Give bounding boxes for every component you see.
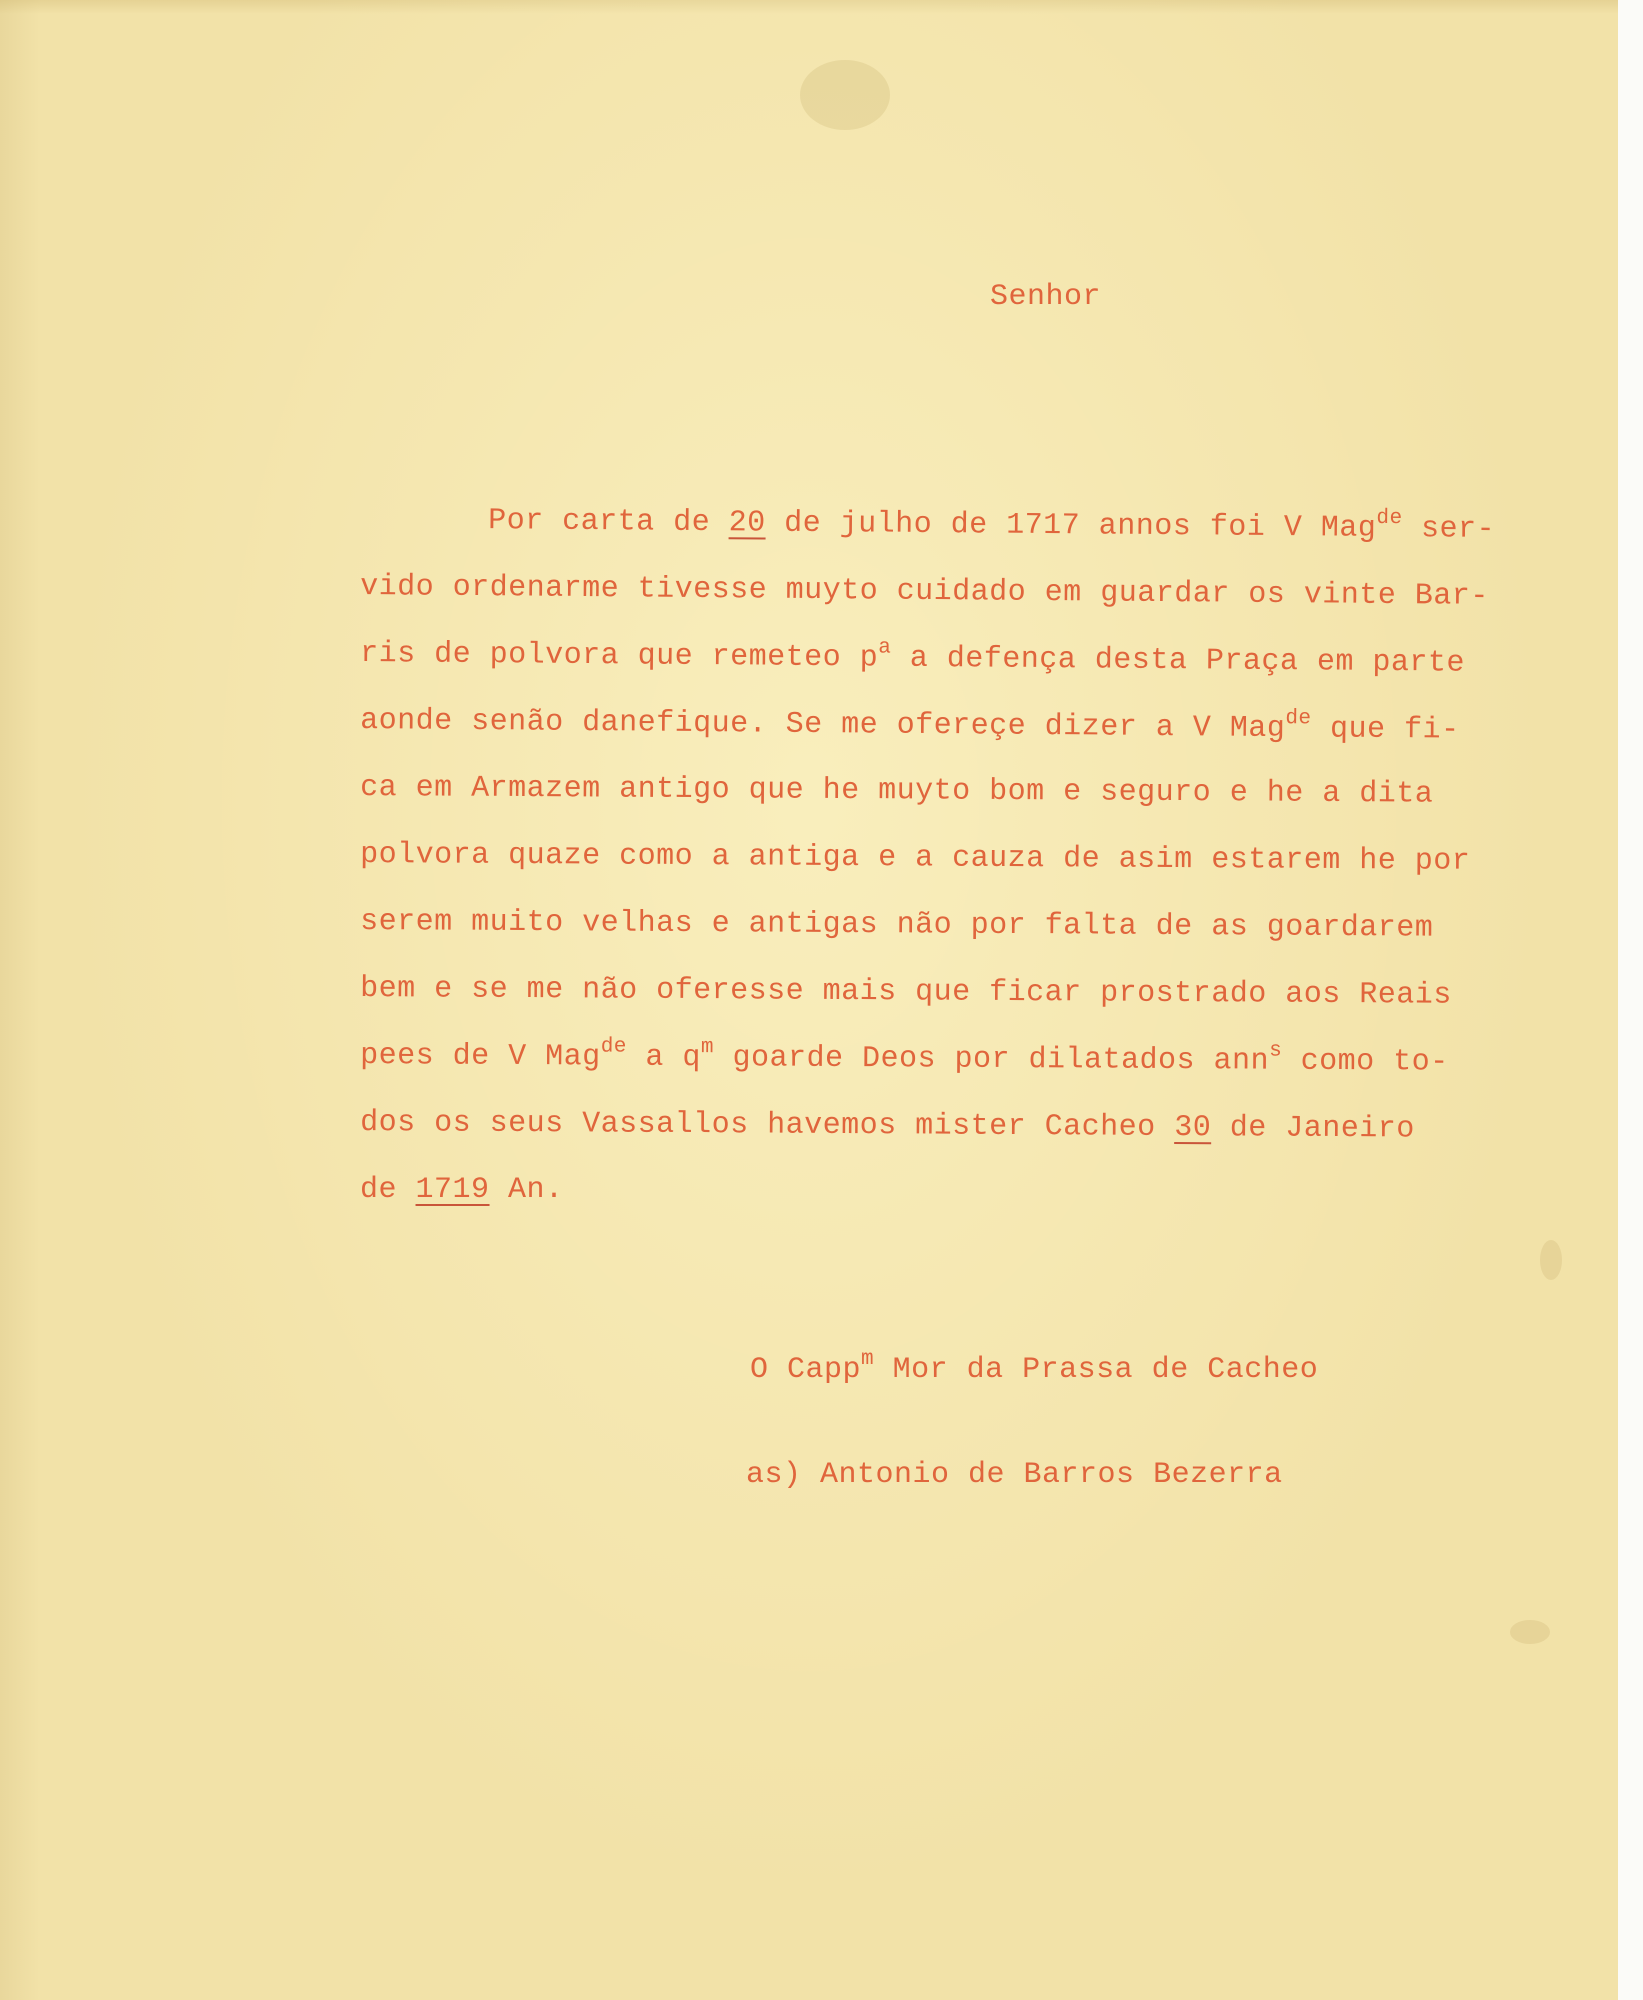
text-run: goarde Deos por dilatados ann [713,1041,1270,1079]
page-edge [1618,0,1643,2000]
text-run: vido ordenarme tivesse muyto cuidado em guardar os vinte Bar- [360,570,1489,614]
superscript-abbrev: de [1285,707,1312,731]
letter-line [360,1175,1495,1242]
text-run: pees de V Mag [360,1039,601,1075]
superscript-abbrev: m [861,1348,875,1371]
text-run: bem e se me não oferesse mais que ficar prostrado aos Reais [360,972,1452,1013]
letter-line [360,505,1495,582]
letter-line [360,773,1495,847]
salutation: Senhor [990,280,1102,314]
paper-stain [800,60,890,130]
underlined-number: 30 [1174,1110,1212,1146]
closing-title [750,1348,1319,1387]
letter-line [360,636,1495,716]
text-run: a defença desta Praça em parte [891,641,1466,681]
underlined-number: 1719 [415,1173,490,1207]
text-run: serem muito velhas e antigas não por falta de as goardarem [360,905,1434,946]
text-run: de [360,1173,416,1207]
letter-line [360,572,1495,649]
text-run: An. [489,1173,564,1207]
text-run: dos os seus Vassallos havemos mister Cacheo [360,1106,1175,1145]
text-run: ris de polvora que remeteo p [360,637,879,676]
letter-line [360,840,1495,914]
superscript-abbrev: a [878,636,892,660]
closing-signature: as) Antonio de Barros Bezerra [746,1458,1283,1492]
letter-body [360,505,1495,1242]
underlined-number: 20 [728,506,766,541]
text-run: polvora quaze como a antiga e a cauza de asim estarem he por [360,838,1471,879]
paper-stain [1510,1620,1550,1644]
text-run: aonde senão danefique. Se me ofereçe dizer a V Mag [360,704,1286,747]
superscript-abbrev: de [1376,506,1403,531]
text-run: a q [626,1040,701,1076]
superscript-abbrev: de [600,1035,628,1059]
letter-line [360,974,1495,1048]
text-run: Por carta de [488,504,729,541]
text-run: de Janeiro [1211,1111,1415,1147]
text-run: como to- [1282,1044,1449,1080]
text-run: ca em Armazem antigo que he muyto bom e seguro e he a dita [360,771,1434,812]
text-run: que fi- [1311,712,1460,748]
text-run: de julho de 1717 annos foi V Mag [765,506,1377,546]
text-run: O Capp [750,1353,862,1387]
superscript-abbrev: s [1269,1039,1283,1063]
letter-line [360,1035,1495,1115]
text-run: ser- [1402,512,1496,547]
text-run: Mor da Prassa de Cacheo [874,1353,1319,1387]
letter-line [360,1108,1495,1182]
letter-line [360,907,1495,981]
paper-stain [1540,1240,1562,1280]
superscript-abbrev: m [700,1036,715,1060]
